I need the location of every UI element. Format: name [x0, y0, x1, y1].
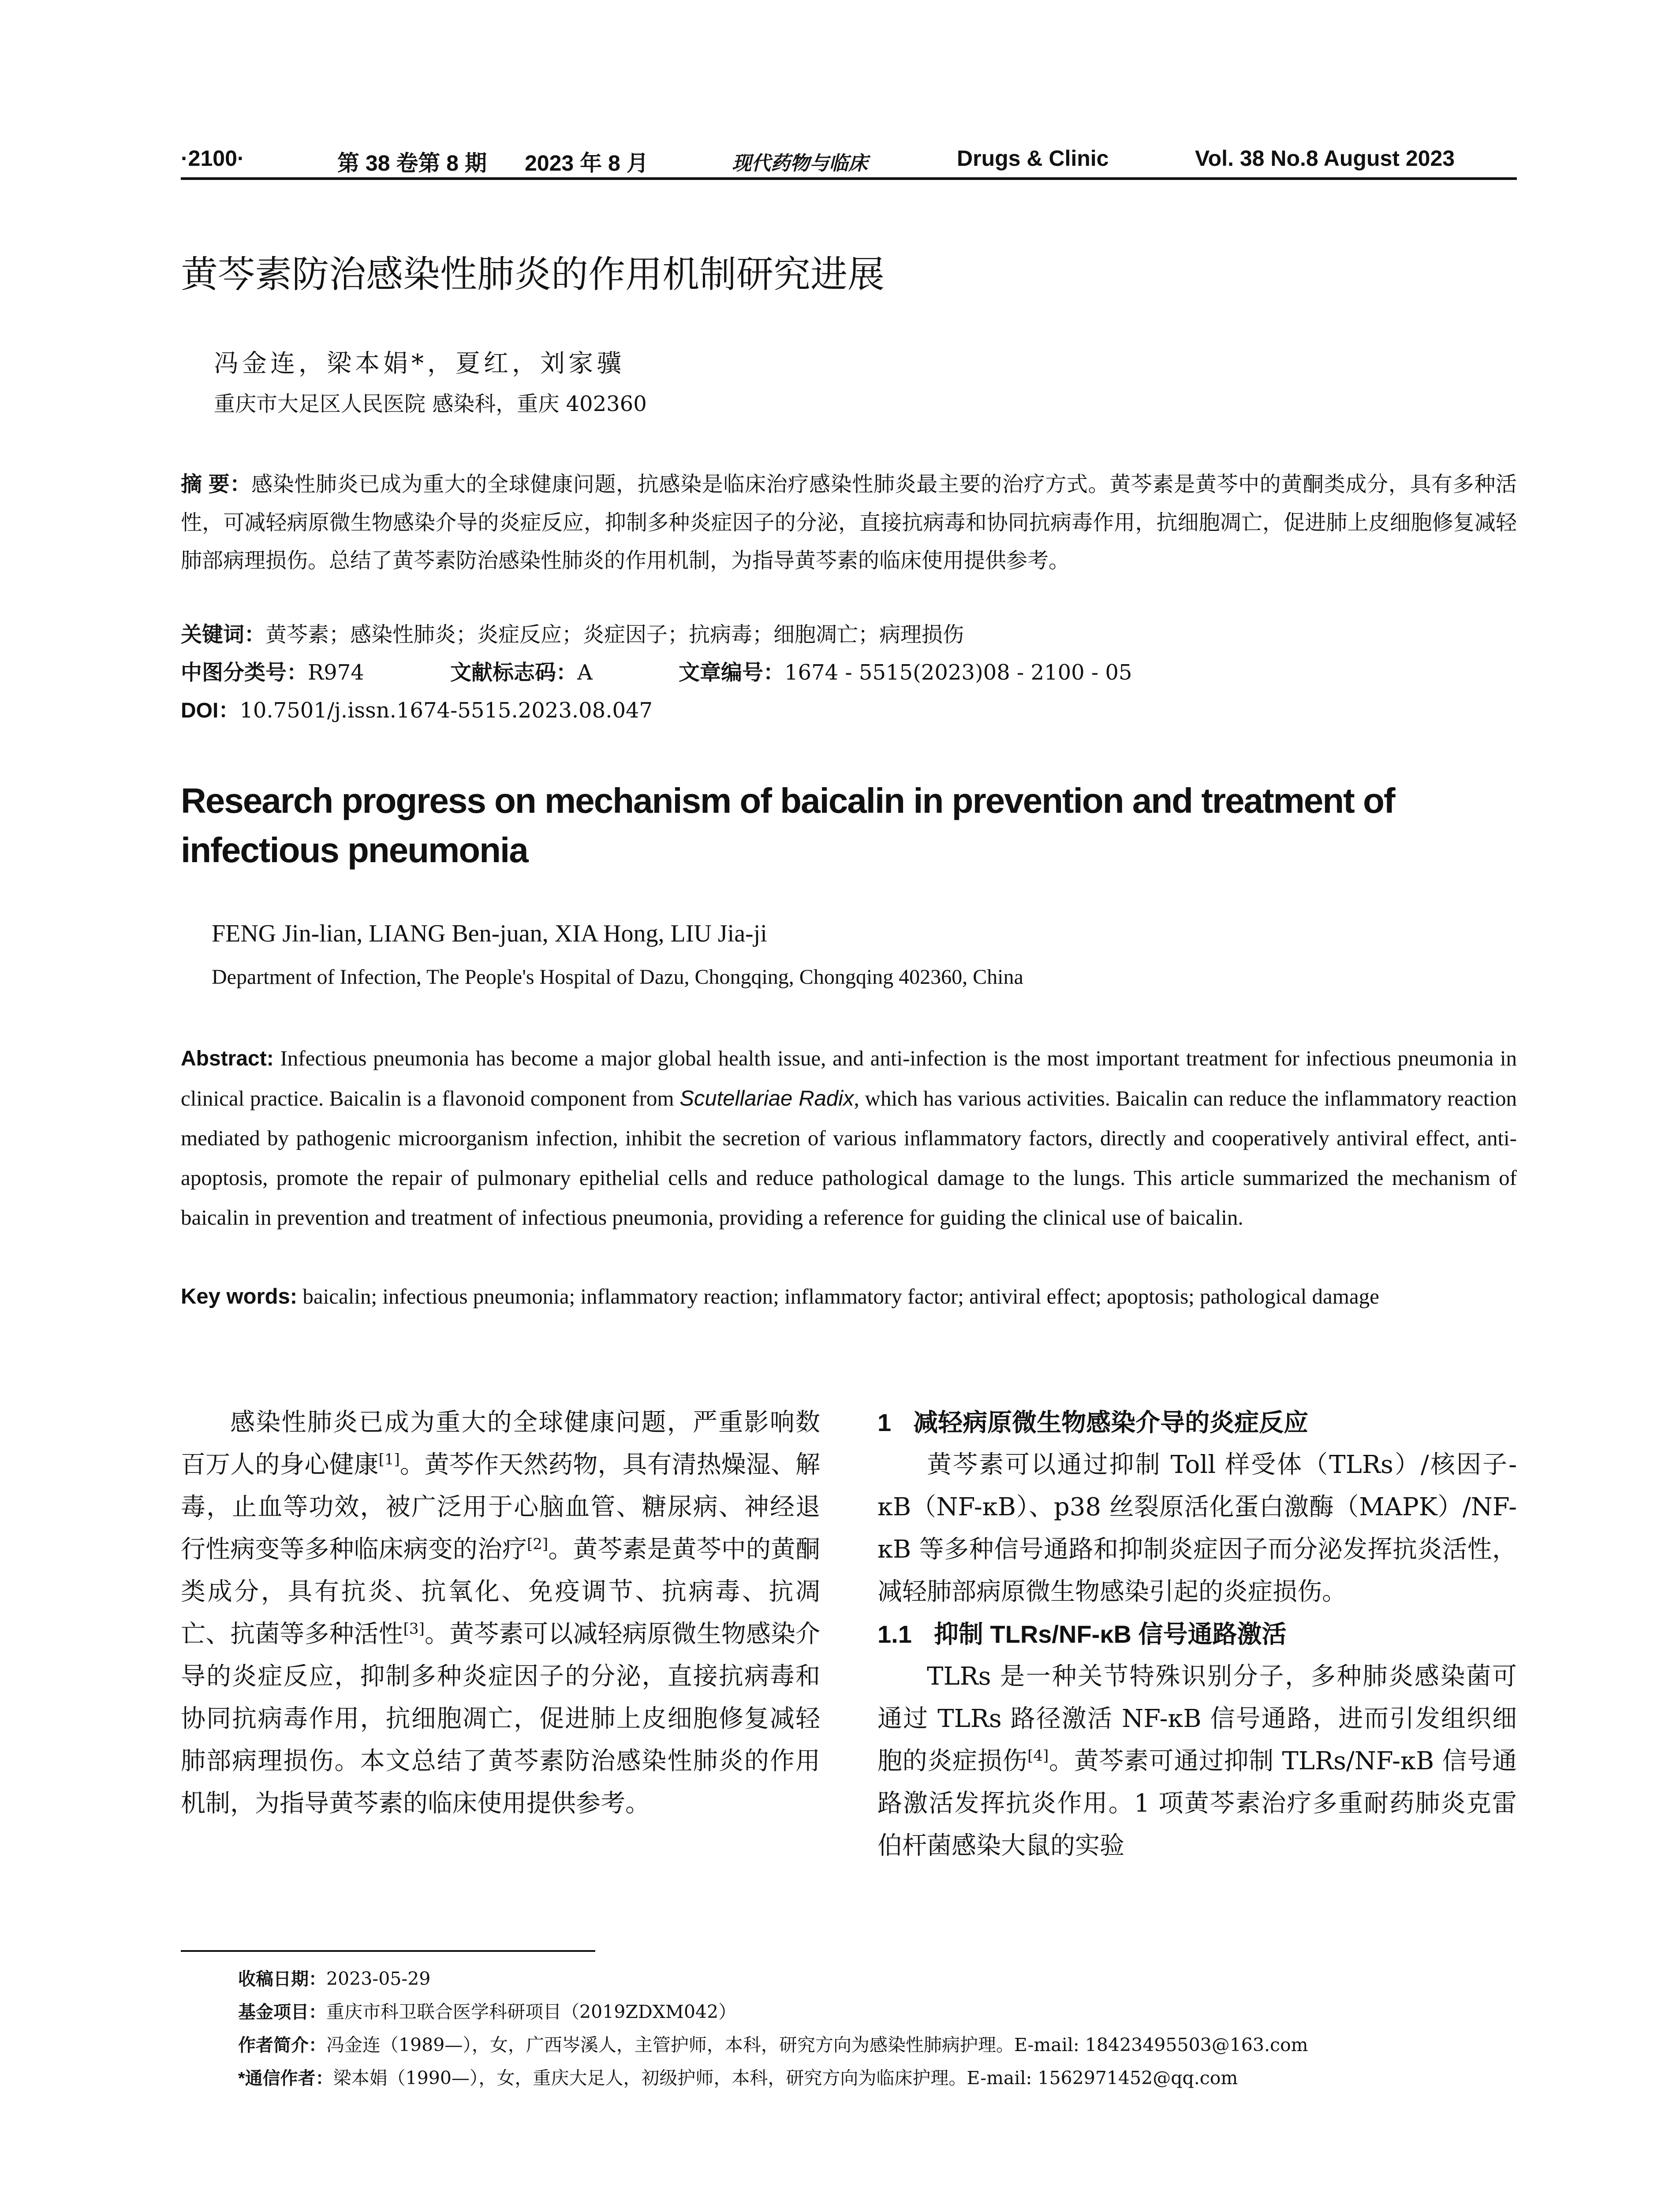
doi-label: DOI： — [181, 699, 240, 722]
clc-label: 中图分类号： — [181, 661, 308, 684]
citation-ref-1[interactable]: [1] — [378, 1450, 400, 1469]
keywords-en-label: Key words: — [181, 1285, 298, 1308]
page-number: ·2100· — [181, 146, 245, 171]
author-bio-label: 作者简介： — [238, 2036, 326, 2055]
section-1-paragraph: 黄芩素可以通过抑制 Toll 样受体（TLRs）/核因子-κB（NF-κB）、p38 丝裂原活化蛋白激酶（MAPK）/NF-κB 等多种信号通路和抑制炎症因子而分泌发挥抗炎活性，减轻肺部病原微生物感染引起的炎症损伤。 — [877, 1450, 1517, 1606]
article-title-cn: 黄芩素防治感染性肺炎的作用机制研究进展 — [181, 253, 885, 296]
footnote-divider — [181, 1950, 595, 1952]
fund-value: 重庆市科卫联合医学科研项目（2019ZDXM042） — [326, 2001, 737, 2022]
body-column-right — [877, 1401, 1517, 1867]
keywords-cn — [181, 617, 964, 648]
citation-ref-4[interactable]: [4] — [1027, 1747, 1049, 1765]
article-title-en: Research progress on mechanism of baicalin in prevention and treatment of infectious pneumonia — [181, 781, 1395, 870]
intro-text-c: 。黄芩素是黄芩中的黄酮类成分，具有抗炎、抗氧化、免疫调节、抗病毒、抗凋亡、抗菌等多种活性 — [181, 1535, 821, 1648]
fund-label: 基金项目： — [238, 2003, 326, 2022]
footnote-author — [238, 2029, 1517, 2062]
classification-line — [181, 655, 1132, 686]
section-1-1-text-a: TLRs 是一种关节特殊识别分子，多种肺炎感染菌可通过 TLRs 路径激活 NF-κB 信号通路，进而引发组织细胞的炎症损伤 — [877, 1662, 1517, 1775]
clc-value: R974 — [308, 660, 364, 685]
doi-line — [181, 693, 653, 724]
running-header — [181, 140, 1517, 180]
section-1-1-paragraph — [877, 1656, 1517, 1867]
keywords-cn-text: 黄芩素；感染性肺炎；炎症反应；炎症因子；抗病毒；细胞凋亡；病理损伤 — [265, 622, 964, 647]
journal-name-cn: 现代药物与临床 — [732, 152, 868, 175]
citation-ref-3[interactable]: [3] — [403, 1620, 425, 1638]
doi-value[interactable]: 10.7501/j.issn.1674-5515.2023.08.047 — [239, 698, 653, 723]
section-1-1-heading — [877, 1613, 1517, 1656]
authors-en: FENG Jin-lian, LIANG Ben-juan, XIA Hong, LIU Jia-ji — [212, 920, 767, 947]
doc-code-label: 文献标志码： — [450, 661, 578, 684]
abstract-en — [181, 1039, 1517, 1237]
section-1-1-title: 抑制 TLRs/NF-κB 信号通路激活 — [933, 1620, 1287, 1648]
affiliation-en: Department of Infection, The People's Hospital of Dazu, Chongqing, Chongqing 402360, China — [212, 965, 1023, 989]
footnotes — [238, 1962, 1517, 2095]
section-1-1-text-b: 。黄芩素可通过抑制 TLRs/NF-κB 信号通路激活发挥抗炎作用。1 项黄芩素治疗多重耐药肺炎克雷伯杆菌感染大鼠的实验 — [877, 1747, 1517, 1860]
corresponding-author: 梁本娟（1990—），女，重庆大足人，初级护师，本科，研究方向为临床护理。E-mail: 1562971452@qq.com — [333, 2067, 1238, 2089]
keywords-en-text: baicalin; infectious pneumonia; inflammatory reaction; inflammatory factor; antiviral effect; apoptosis; pathological damage — [302, 1284, 1379, 1308]
intro-text-d: 。黄芩素可以减轻病原微生物感染介导的炎症反应，抑制多种炎症因子的分泌，直接抗病毒和协同抗病毒作用，抗细胞凋亡，促进肺上皮细胞修复减轻肺部病理损伤。本文总结了黄芩素防治感染性肺炎的作用机制，为指导黄芩素的临床使用提供参考。 — [181, 1620, 821, 1818]
authors-cn: 冯金连，梁本娟*，夏红，刘家骥 — [214, 349, 625, 378]
intro-paragraph — [181, 1401, 820, 1825]
intro-text-b: 。黄芩作天然药物，具有清热燥湿、解毒，止血等功效，被广泛用于心脑血管、糖尿病、神经退行性病变等多种临床病变的治疗 — [181, 1450, 821, 1564]
volume-issue: 第 38 卷第 8 期 — [337, 151, 487, 176]
citation-ref-2[interactable]: [2] — [527, 1535, 549, 1553]
footnote-received — [238, 1962, 1517, 1996]
footnote-fund — [238, 1996, 1517, 2029]
corresponding-label: *通信作者： — [238, 2069, 333, 2088]
article-no-value: 1674 - 5515(2023)08 - 2100 - 05 — [784, 660, 1132, 685]
abstract-cn-label: 摘 要： — [181, 473, 251, 496]
body-column-left — [181, 1401, 820, 1825]
abstract-en-text-1: Infectious pneumonia has become a major global health issue, and anti-infection is the most important treatment for infectious pneumonia in clinical practice. Baicalin is a flavonoid component from — [181, 1046, 1517, 1110]
affiliation-cn: 重庆市大足区人民医院 感染科，重庆 402360 — [214, 392, 647, 416]
section-1-title: 减轻病原微生物感染介导的炎症反应 — [913, 1409, 1309, 1436]
section-1-1-number: 1.1 — [877, 1620, 912, 1648]
intro-text-a: 感染性肺炎已成为重大的全球健康问题，严重影响数百万人的身心健康 — [181, 1408, 820, 1479]
received-date: 2023-05-29 — [326, 1968, 431, 1989]
issue-date: 2023 年 8 月 — [525, 151, 649, 176]
volume-en: Vol. 38 No.8 August 2023 — [1195, 146, 1455, 171]
footnote-corresponding — [238, 2062, 1517, 2095]
received-label: 收稿日期： — [238, 1970, 326, 1989]
abstract-cn — [181, 465, 1517, 579]
journal-name-en: Drugs & Clinic — [957, 146, 1109, 171]
keywords-en — [181, 1277, 1517, 1316]
doc-code-value: A — [577, 660, 593, 685]
section-1-heading — [877, 1401, 1517, 1444]
author-bio: 冯金连（1989—），女，广西岑溪人，主管护师，本科，研究方向为感染性肺病护理。E-mail: 18423495503@163.com — [326, 2034, 1308, 2056]
abstract-en-label: Abstract: — [181, 1047, 274, 1070]
abstract-en-text-2: , which has various activities. Baicalin can reduce the inflammatory reaction mediated by pathogenic microorganism infection, inhibit the secretion of various inflammatory factors, directly and cooperatively antiviral effect, anti-apoptosis, promote the repair of pulmonary epithelial cells and reduce pathological damage to the lungs. This article summarized the mechanism of baicalin in prevention and treatment of infectious pneumonia, providing a reference for guiding the clinical use of baicalin. — [181, 1086, 1517, 1230]
abstract-cn-text: 感染性肺炎已成为重大的全球健康问题，抗感染是临床治疗感染性肺炎最主要的治疗方式。黄芩素是黄芩中的黄酮类成分，具有多种活性，可减轻病原微生物感染介导的炎症反应，抑制多种炎症因子的分泌，直接抗病毒和协同抗病毒作用，抗细胞凋亡，促进肺上皮细胞修复减轻肺部病理损伤。总结了黄芩素防治感染性肺炎的作用机制，为指导黄芩素的临床使用提供参考。 — [181, 472, 1517, 573]
keywords-cn-label: 关键词： — [181, 623, 266, 647]
abstract-en-species: Scutellariae Radix — [679, 1087, 854, 1110]
section-1-number: 1 — [877, 1409, 892, 1436]
article-no-label: 文章编号： — [679, 661, 785, 684]
header-divider — [181, 177, 1517, 180]
